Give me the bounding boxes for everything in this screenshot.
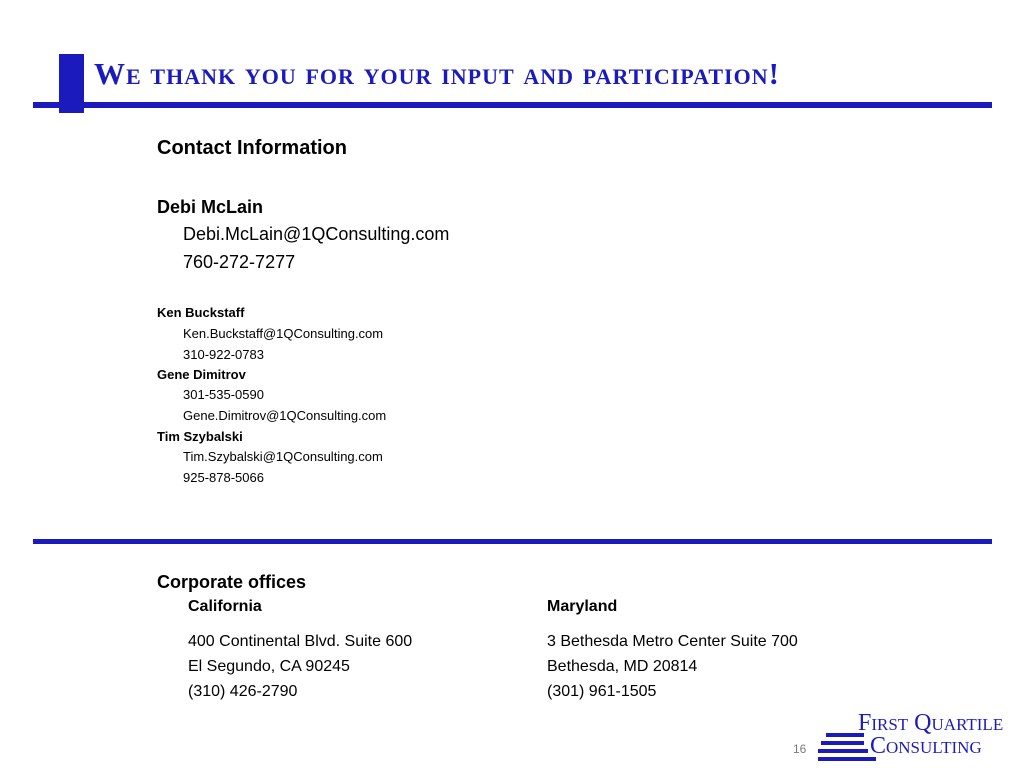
contact-phone: 310-922-0783 <box>183 347 264 362</box>
offices-heading: Corporate offices <box>157 572 307 592</box>
office-address-line: 400 Continental Blvd. Suite 600 <box>188 633 413 650</box>
logo-stripe <box>821 741 864 745</box>
office-phone: (310) 426-2790 <box>188 683 298 700</box>
office-name-california: California <box>188 598 262 615</box>
logo-stripe <box>818 757 876 761</box>
contact-primary-phone: 760-272-7277 <box>183 252 296 272</box>
page-number: 16 <box>793 742 807 756</box>
contact-email[interactable]: Tim.Szybalski@1QConsulting.com <box>183 449 383 464</box>
office-address-line: 3 Bethesda Metro Center Suite 700 <box>547 633 798 650</box>
title-divider <box>33 102 992 108</box>
slide-title: We thank you for your input and participation! <box>94 56 780 91</box>
contact-phone: 925-878-5066 <box>183 470 264 485</box>
contact-name: Gene Dimitrov <box>157 367 246 382</box>
contact-email[interactable]: Ken.Buckstaff@1QConsulting.com <box>183 326 384 341</box>
logo-stripe <box>818 749 868 753</box>
contact-email[interactable]: Gene.Dimitrov@1QConsulting.com <box>183 408 387 423</box>
office-name-maryland: Maryland <box>547 598 618 615</box>
contact-name: Ken Buckstaff <box>157 305 245 320</box>
logo-text-line1: First Quartile <box>858 710 1004 736</box>
contact-name: Tim Szybalski <box>157 429 243 444</box>
section-divider <box>33 539 992 544</box>
contact-primary-email[interactable]: Debi.McLain@1QConsulting.com <box>183 224 450 244</box>
office-phone: (301) 961-1505 <box>547 683 657 700</box>
office-address-line: El Segundo, CA 90245 <box>188 658 350 675</box>
contact-primary-name: Debi McLain <box>157 197 264 217</box>
office-address-line: Bethesda, MD 20814 <box>547 658 698 675</box>
contact-heading: Contact Information <box>157 137 347 159</box>
company-logo <box>818 710 1024 768</box>
contact-phone: 301-535-0590 <box>183 387 264 402</box>
logo-text-line2: Consulting <box>870 733 982 759</box>
